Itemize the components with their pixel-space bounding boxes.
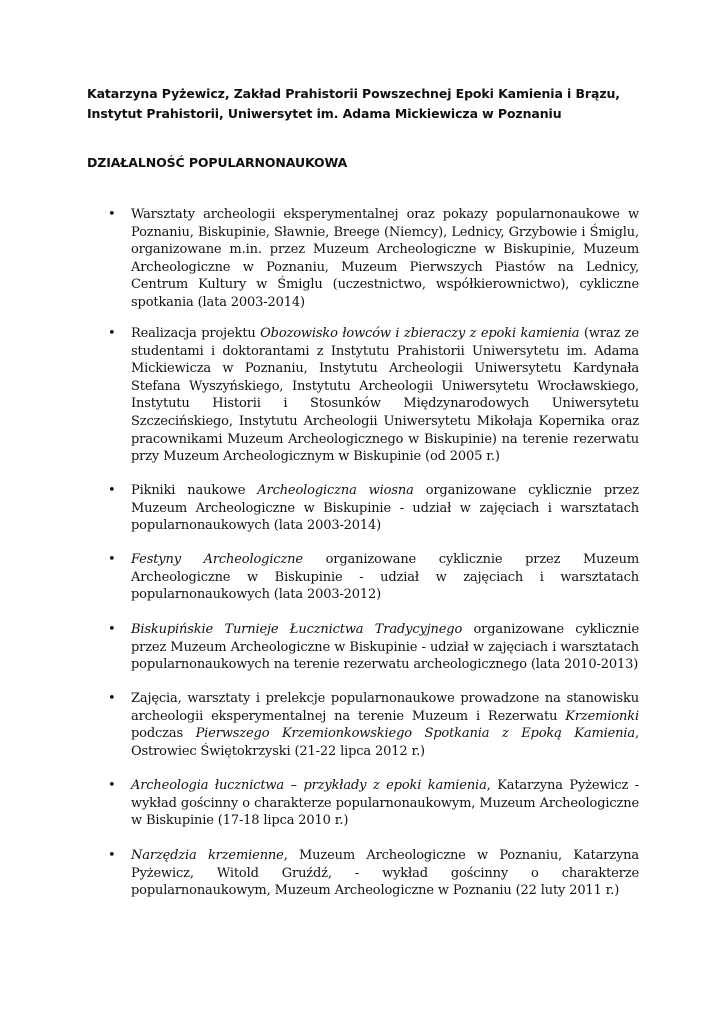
bullet-icon: • [108,778,116,793]
list-item [108,551,639,604]
list-item [108,206,639,312]
bullet-icon: • [108,848,116,863]
place-name: Krzemionki [565,708,639,724]
event-title: Archeologiczna wiosna [257,483,414,498]
item-text: Pikniki naukowe [131,483,258,498]
item-text: , Ostrowiec Świętokrzyski (21-22 lipca 2012 r.) [131,726,639,759]
list-item [108,690,639,760]
event-title: Festyny Archeologiczne [131,552,303,567]
author-affiliation-header [87,84,647,124]
list-item [108,777,639,830]
list-item [108,847,639,900]
item-text: organizowane cyklicznie przez Muzeum Archeologiczne w Biskupinie - udział w zajęciach i warsztatach popularnonaukowych na terenie rezerwatu archeologicznego (lata 2010-2013) [131,622,639,673]
bullet-icon: • [108,622,116,637]
item-text: , Muzeum Archeologiczne w Poznaniu, Katarzyna Pyżewicz, Witold Gruźdź, - wykład gościnny o charakterze popularnonaukowym, Muzeum Archeologiczne w Poznaniu (22 luty 2011 r.) [131,848,639,899]
bullet-icon: • [108,552,116,567]
event-title: Biskupińskie Turnieje Łucznictwa Tradycyjnego [131,622,463,637]
project-title: Obozowisko łowców i zbieraczy z epoki kamienia [260,326,580,341]
item-text: Zajęcia, warsztaty i prelekcje popularnonaukowe prowadzone na stanowisku archeologii eksperymentalnej na terenie Muzeum i Rezerwatu [131,691,639,724]
lecture-title: Narzędzia krzemienne [131,848,284,863]
section-title: DZIAŁALNOŚĆ POPULARNONAUKOWA [87,155,348,170]
list-item [108,325,639,466]
bullet-icon: • [108,691,116,706]
item-text: organizowane cyklicznie przez Muzeum Archeologiczne w Biskupinie - udział w zajęciach i warsztatach popularnonaukowych (lata 2003-2014) [131,483,640,534]
item-text: podczas [131,726,196,742]
item-text: organizowane cyklicznie przez Muzeum Archeologiczne w Biskupinie - udział w zajęciach i warsztatach popularnonaukowych (lata 2003-2012) [131,552,639,603]
event-title: Pierwszego Krzemionkowskiego Spotkania z Epoką Kamienia [195,726,636,742]
item-text: , Katarzyna Pyżewicz - wykład gościnny o charakterze popularnonaukowym, Muzeum Archeologiczne w Biskupinie (17-18 lipca 2010 r.) [131,778,639,829]
item-text: (wraz ze studentami i doktorantami z Instytutu Prahistorii Uniwersytetu im. Adama Mickiewicza w Poznaniu, Instytutu Archeologii Uniwersytetu Kardynała Stefana Wyszyńskiego, Instytutu Archeologii Uniwersytetu Wrocławskiego, Instytutu Historii i Stosunków Międzynarodowych Uniwersytetu Szczecińskiego, Instytutu Archeologii Uniwersytetu Mikołaja Kopernika oraz pracownikami Muzeum Archeologicznego w Biskupinie) na terenie rezerwatu przy Muzeum Archeologicznym w Biskupinie (od 2005 r.) [131,326,639,465]
item-text: Warsztaty archeologii eksperymentalnej oraz pokazy popularnonaukowe w Poznaniu, Biskupinie, Sławnie, Breege (Niemcy), Lednicy, Grzybowie i Śmiglu, organizowane m.in. przez Muzeum Archeologiczne w Biskupinie, Muzeum Archeologiczne w Poznaniu, Muzeum Pierwszych Piastów na Lednicy, Centrum Kultury w Śmiglu (uczestnictwo, współkierownictwo), cykliczne spotkania (lata 2003-2014) [131,207,639,310]
header-line-1: Katarzyna Pyżewicz, Zakład Prahistorii Powszechnej Epoki Kamienia i Brązu, [87,86,620,101]
lecture-title: Archeologia łucznictwa – przykłady z epoki kamienia [131,778,487,793]
list-item [108,621,639,674]
bullet-icon: • [108,326,116,341]
bullet-icon: • [108,207,116,222]
header-line-2: Instytut Prahistorii, Uniwersytet im. Adama Mickiewicza w Poznaniu [87,106,562,121]
list-item [108,482,640,535]
bullet-icon: • [108,483,116,498]
item-text: Realizacja projektu [131,326,261,341]
